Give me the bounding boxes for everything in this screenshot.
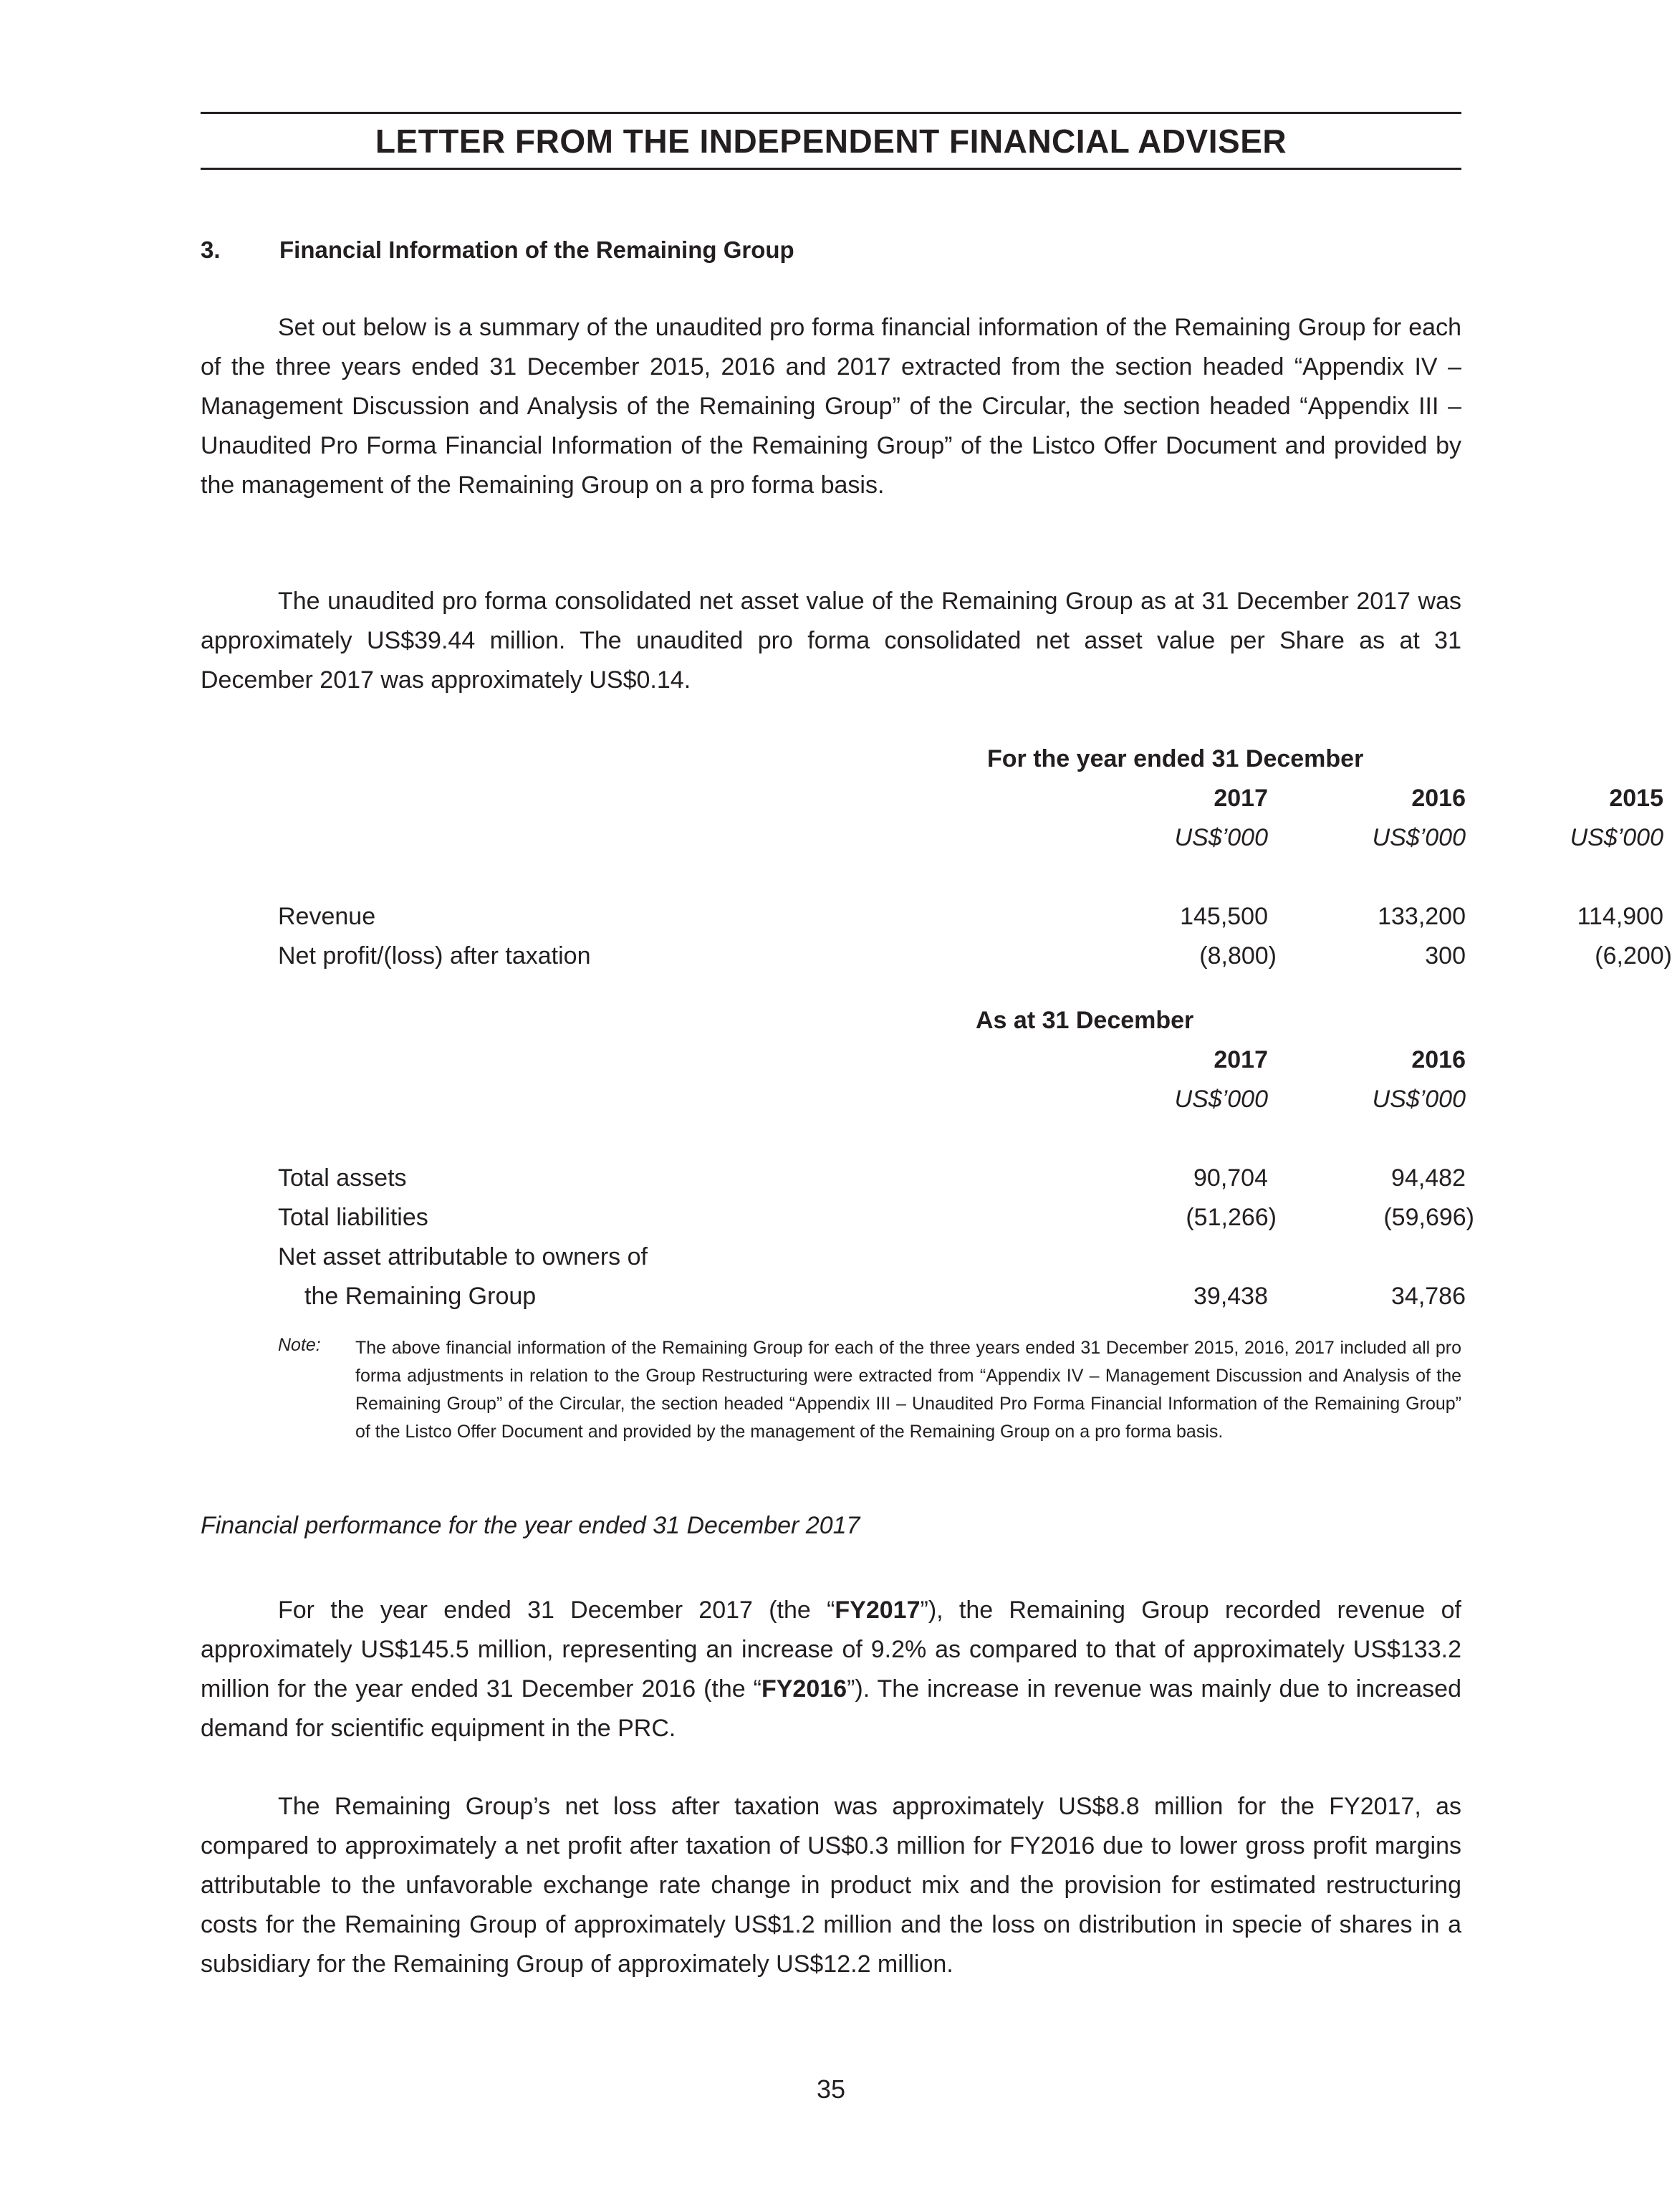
table2-cell-total-assets-2016: 94,482 — [1391, 1164, 1466, 1192]
paragraph-net-loss: The Remaining Group’s net loss after taxation was approximately US$8.8 million for the FY2017, as compared to approximately a net profit after taxation of US$0.3 million for FY2016 due to lower gross profit margins attributable to the unfavorable exchange rate change in product mix and the provision for estimated restructuring costs for the Remaining Group of approximately US$1.2 million and the loss on distribution in specie of shares in a subsidiary for the Remaining Group of approximately US$12.2 million. — [201, 1793, 1461, 1978]
table1-cell-revenue-2016: 133,200 — [1378, 903, 1466, 930]
table1-unit-2015: US$’000 — [1570, 824, 1663, 851]
table2-year-2017: 2017 — [1214, 1046, 1268, 1073]
paragraph-revenue-part-c: ”), the Remaining Group recorded revenue of approximately US$145.5 million, representing an increase of 9.2% as compared to that of approximately US$133.2 million for the year ended 31 December 2016 (the “ — [201, 1596, 1461, 1703]
section-heading — [201, 236, 794, 264]
paragraph-revenue-part-e: ”). The increase in revenue was mainly due to increased demand for scientific equipment in the PRC. — [201, 1675, 1461, 1742]
table2-row-label-total-assets: Total assets — [278, 1164, 407, 1192]
table1-cell-net-profit-2015: (6,200) — [1595, 942, 1672, 969]
paragraph-net-asset-value: The unaudited pro forma consolidated net asset value of the Remaining Group as at 31 December 2017 was approximately US$39.44 million. The unaudited pro forma consolidated net asset value per Share as at 31 December 2017 was approximately US$0.14. — [201, 588, 1461, 694]
page-header-title: LETTER FROM THE INDEPENDENT FINANCIAL ADVISER — [375, 123, 1287, 160]
table2-unit-2016: US$’000 — [1372, 1086, 1466, 1113]
subheading-financial-performance: Financial performance for the year ended 31 December 2017 — [201, 1512, 860, 1539]
term-fy2017: FY2017 — [835, 1596, 921, 1624]
table1-row-label-net-profit: Net profit/(loss) after taxation — [278, 942, 591, 969]
header-rule-bottom — [201, 168, 1461, 170]
note-text: The above financial information of the Remaining Group for each of the three years ended 31 December 2015, 2016, 2017 included all pro forma adjustments in relation to the Group Restructuring were extracted from “Appendix IV – Management Discussion and Analysis of the Remaining Group” of the Circular, the section headed “Appendix III – Unaudited Pro Forma Financial Information of the Remaining Group” of the Listco Offer Document and provided by the management of the Remaining Group on a pro forma basis. — [355, 1338, 1461, 1442]
table1-cell-revenue-2017: 145,500 — [1180, 903, 1268, 930]
table2-unit-2017: US$’000 — [1174, 1086, 1268, 1113]
table1-year-2016: 2016 — [1411, 785, 1466, 812]
table1-cell-net-profit-2017: (8,800) — [1199, 942, 1277, 969]
table1-unit-2016: US$’000 — [1372, 824, 1466, 851]
section-title: Financial Information of the Remaining Group — [279, 236, 794, 263]
paragraph-revenue — [201, 1591, 1461, 1748]
table1-year-2017: 2017 — [1214, 785, 1268, 812]
table2-year-2016: 2016 — [1411, 1046, 1466, 1073]
table2-row-label-net-asset: Net asset attributable to owners of — [278, 1243, 648, 1270]
table2-cell-total-assets-2017: 90,704 — [1193, 1164, 1268, 1192]
paragraph-summary-intro: Set out below is a summary of the unaudited pro forma financial information of the Remaining Group for each of the three years ended 31 December 2015, 2016 and 2017 extracted from the section headed “Appendix IV – Management Discussion and Analysis of the Remaining Group” of the Circular, the section headed “Appendix III – Unaudited Pro Forma Financial Information of the Remaining Group” of the Listco Offer Document and provided by the management of the Remaining Group on a pro forma basis. — [201, 314, 1461, 499]
table2-cell-net-asset-2016: 34,786 — [1391, 1283, 1466, 1310]
table2-row-label-total-liabilities: Total liabilities — [278, 1204, 428, 1231]
table1-cell-net-profit-2016: 300 — [1425, 942, 1466, 969]
table2-cell-net-asset-2017: 39,438 — [1193, 1283, 1268, 1310]
paragraph-revenue-part-a: For the year ended 31 December 2017 (the “ — [278, 1596, 835, 1624]
table1-unit-2017: US$’000 — [1174, 824, 1268, 851]
table1-heading: For the year ended 31 December — [987, 745, 1364, 772]
page-number: 35 — [816, 2074, 846, 2104]
table1-cell-revenue-2015: 114,900 — [1577, 903, 1663, 930]
table2-cell-total-liabilities-2016: (59,696) — [1383, 1204, 1474, 1231]
table2-row-label-net-asset-continued: the Remaining Group — [304, 1283, 537, 1310]
note-label: Note: — [278, 1335, 321, 1355]
table1-row-label-revenue: Revenue — [278, 903, 376, 930]
table2-cell-total-liabilities-2017: (51,266) — [1186, 1204, 1277, 1231]
term-fy2016: FY2016 — [761, 1675, 847, 1703]
table1-year-2015: 2015 — [1609, 785, 1663, 812]
header-rule-top — [201, 112, 1461, 114]
section-number: 3. — [201, 236, 221, 263]
table2-heading: As at 31 December — [976, 1007, 1194, 1034]
